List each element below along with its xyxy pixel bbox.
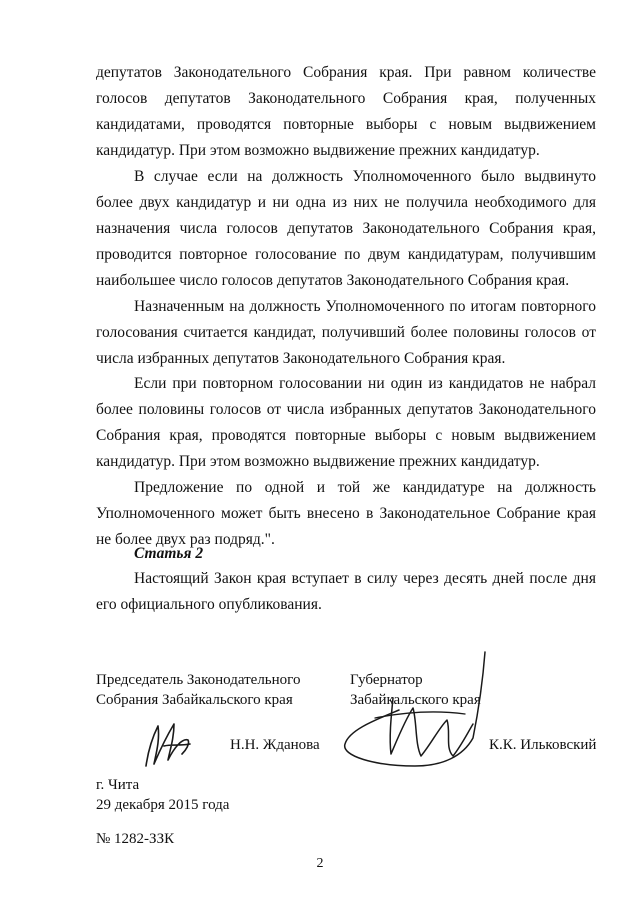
paragraph-3: Назначенным на должность Уполномоченного по итогам повторного голосования считается кандидат, получивший более половины голосов от числа избранных депутатов Законодательного Собрания края. bbox=[96, 298, 596, 367]
governor-signature bbox=[335, 648, 495, 773]
chairman-title bbox=[96, 670, 300, 710]
date: 29 декабря 2015 года bbox=[96, 797, 230, 813]
paragraph-1: депутатов Законодательного Собрания края. При равном количестве голосов депутатов Законодательного Собрания края, полученных кандидатами, проводятся повторные выборы с новым выдвижением кандидатур. При этом возможно выдвижение прежних кандидатур. bbox=[96, 64, 596, 159]
city: г. Чита bbox=[96, 777, 140, 793]
paragraph-5: Предложение по одной и той же кандидатуре на должность Уполномоченного может быть внесено в Законодательное Собрание края не более двух раз подряд.". bbox=[96, 479, 596, 548]
governor-title-line-2: Забайкальского края bbox=[350, 692, 481, 708]
chairman-name: Н.Н. Жданова bbox=[230, 737, 320, 753]
law-number: № 1282-ЗЗК bbox=[96, 831, 175, 847]
chairman-title-line-1: Председатель Законодательного bbox=[96, 672, 301, 688]
article-2-text: Настоящий Закон края вступает в силу через десять дней после дня его официального опубликования. bbox=[96, 570, 596, 613]
paragraph-4: Если при повторном голосовании ни один из кандидатов не набрал более половины голосов от числа избранных депутатов Законодательного Собрания края, проводятся повторные выборы с новым выдвижением кандидатур. При этом возможно выдвижение прежних кандидатур. bbox=[96, 375, 596, 470]
paragraph-2: В случае если на должность Уполномоченного было выдвинуто более двух кандидатур и ни одна из них не получила необходимого для назначения числа голосов депутатов Законодательного Собрания края, проводится повторное голосование по двум кандидатурам, получившим наибольшее число голосов депутатов Законодательного Собрания края. bbox=[96, 168, 596, 289]
page-number: 2 bbox=[316, 856, 324, 871]
governor-title-line-1: Губернатор bbox=[350, 672, 423, 688]
article-2-heading: Статья 2 bbox=[134, 545, 204, 562]
governor-name: К.К. Ильковский bbox=[489, 737, 597, 753]
chairman-title-line-2: Собрания Забайкальского края bbox=[96, 692, 293, 708]
chairman-signature bbox=[138, 720, 198, 770]
